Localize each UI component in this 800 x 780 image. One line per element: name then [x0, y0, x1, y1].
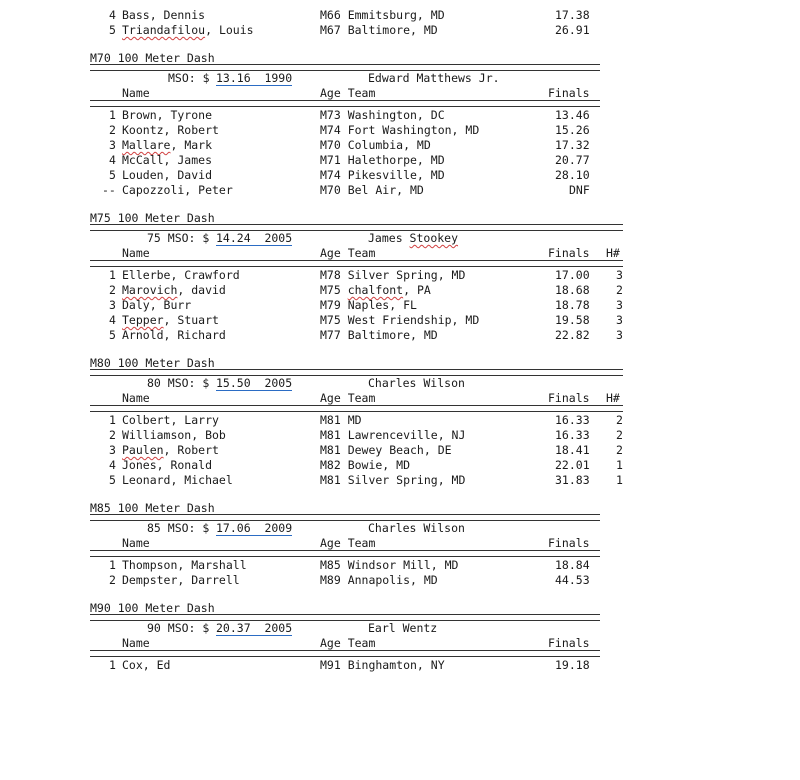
age-team-cell: M70 Bel Air, MD: [320, 183, 424, 197]
heat-number: 2: [616, 428, 623, 442]
heat-number: 2: [616, 283, 623, 297]
col-header-name: Name: [122, 636, 150, 650]
athlete-name: Bass, Dennis: [122, 8, 206, 22]
place-cell: 4: [109, 8, 116, 22]
place-cell: 4: [109, 458, 116, 472]
col-header-heat: H#: [606, 246, 620, 260]
place-cell: 1: [109, 658, 116, 672]
col-header-finals: Finals: [548, 86, 590, 100]
age-team-cell: M81 Lawrenceville, NJ: [320, 428, 466, 442]
finals-time: 17.32: [555, 138, 590, 152]
finals-time: 22.01: [555, 458, 590, 472]
age-team-cell: M73 Washington, DC: [320, 108, 445, 122]
age-team-cell: M79 Naples, FL: [320, 298, 417, 312]
place-cell: 4: [109, 313, 116, 327]
col-header-finals: Finals: [548, 536, 590, 550]
col-header-name: Name: [122, 246, 150, 260]
finals-time: 18.41: [555, 443, 590, 457]
col-header-name: Name: [122, 391, 150, 405]
mso-record-value: 13.16 1990: [216, 71, 293, 85]
record-holder: James Stookey: [368, 231, 459, 245]
age-team-cell: M78 Silver Spring, MD: [320, 268, 466, 282]
athlete-name: Ellerbe, Crawford: [122, 268, 240, 282]
age-team-cell: M74 Pikesville, MD: [320, 168, 445, 182]
separator-line: [90, 100, 600, 107]
heat-number: 3: [616, 328, 623, 342]
age-team-cell: M75 chalfont, PA: [320, 283, 431, 297]
athlete-name: Louden, David: [122, 168, 213, 182]
finals-time: 28.10: [555, 168, 590, 182]
heat-number: 2: [616, 413, 623, 427]
athlete-name: Thompson, Marshall: [122, 558, 247, 572]
finals-time: 19.58: [555, 313, 590, 327]
mso-prefix: 90 MSO: $: [147, 621, 217, 635]
athlete-name: Triandafilou, Louis: [122, 23, 254, 37]
finals-time: 17.00: [555, 268, 590, 282]
place-cell: 1: [109, 108, 116, 122]
col-header-heat: H#: [606, 391, 620, 405]
finals-time: 44.53: [555, 573, 590, 587]
col-header-age-team: Age Team: [320, 86, 376, 100]
mso-record-value: 17.06 2009: [216, 521, 293, 535]
age-team-cell: M81 Dewey Beach, DE: [320, 443, 452, 457]
record-holder: Charles Wilson: [368, 521, 465, 535]
athlete-name: McCall, James: [122, 153, 213, 167]
event-title: M75 100 Meter Dash: [90, 211, 215, 225]
separator-line: [90, 64, 600, 71]
separator-line: [90, 614, 600, 621]
age-team-cell: M67 Baltimore, MD: [320, 23, 438, 37]
athlete-name: Daly, Burr: [122, 298, 192, 312]
athlete-name: Brown, Tyrone: [122, 108, 213, 122]
age-team-cell: M75 West Friendship, MD: [320, 313, 480, 327]
age-team-cell: M81 Silver Spring, MD: [320, 473, 466, 487]
place-cell: 1: [109, 268, 116, 282]
place-cell: 1: [109, 558, 116, 572]
athlete-name: Jones, Ronald: [122, 458, 213, 472]
heat-number: 1: [616, 458, 623, 472]
finals-time: 26.91: [555, 23, 590, 37]
finals-time: 18.68: [555, 283, 590, 297]
age-team-cell: M77 Baltimore, MD: [320, 328, 438, 342]
finals-time: DNF: [569, 183, 590, 197]
heat-number: 3: [616, 313, 623, 327]
mso-prefix: 75 MSO: $: [147, 231, 217, 245]
athlete-name: Marovich, david: [122, 283, 226, 297]
col-header-finals: Finals: [548, 391, 590, 405]
separator-line: [90, 369, 623, 376]
place-cell: 2: [109, 573, 116, 587]
age-team-cell: M85 Windsor Mill, MD: [320, 558, 459, 572]
athlete-name: Leonard, Michael: [122, 473, 233, 487]
record-holder: Earl Wentz: [368, 621, 438, 635]
separator-line: [90, 405, 623, 412]
col-header-age-team: Age Team: [320, 536, 376, 550]
place-cell: 2: [109, 428, 116, 442]
col-header-age-team: Age Team: [320, 246, 376, 260]
athlete-name: Tepper, Stuart: [122, 313, 219, 327]
finals-time: 13.46: [555, 108, 590, 122]
place-cell: 2: [109, 123, 116, 137]
event-title: M70 100 Meter Dash: [90, 51, 215, 65]
finals-time: 16.33: [555, 428, 590, 442]
finals-time: 18.84: [555, 558, 590, 572]
col-header-age-team: Age Team: [320, 636, 376, 650]
age-team-cell: M74 Fort Washington, MD: [320, 123, 480, 137]
athlete-name: Arnold, Richard: [122, 328, 226, 342]
finals-time: 15.26: [555, 123, 590, 137]
finals-time: 16.33: [555, 413, 590, 427]
place-cell: 3: [109, 138, 116, 152]
mso-record-value: 14.24 2005: [216, 231, 293, 245]
col-header-name: Name: [122, 86, 150, 100]
athlete-name: Williamson, Bob: [122, 428, 226, 442]
athlete-name: Koontz, Robert: [122, 123, 219, 137]
heat-number: 3: [616, 298, 623, 312]
col-header-finals: Finals: [548, 636, 590, 650]
col-header-name: Name: [122, 536, 150, 550]
mso-record-value: 15.50 2005: [216, 376, 293, 390]
separator-line: [90, 650, 600, 657]
finals-time: 22.82: [555, 328, 590, 342]
event-title: M80 100 Meter Dash: [90, 356, 215, 370]
heat-number: 1: [616, 473, 623, 487]
age-team-cell: M82 Bowie, MD: [320, 458, 411, 472]
athlete-name: Dempster, Darrell: [122, 573, 240, 587]
age-team-cell: M71 Halethorpe, MD: [320, 153, 445, 167]
place-cell: 4: [109, 153, 116, 167]
record-holder: Charles Wilson: [368, 376, 465, 390]
event-title: M85 100 Meter Dash: [90, 501, 215, 515]
separator-line: [90, 550, 600, 557]
athlete-name: Capozzoli, Peter: [122, 183, 233, 197]
place-cell: 5: [109, 168, 116, 182]
finals-time: 18.78: [555, 298, 590, 312]
athlete-name: Colbert, Larry: [122, 413, 219, 427]
place-cell: 3: [109, 443, 116, 457]
finals-time: 19.18: [555, 658, 590, 672]
col-header-age-team: Age Team: [320, 391, 376, 405]
heat-number: 2: [616, 443, 623, 457]
finals-time: 17.38: [555, 8, 590, 22]
heat-number: 3: [616, 268, 623, 282]
finals-time: 31.83: [555, 473, 590, 487]
separator-line: [90, 224, 623, 231]
place-cell: 3: [109, 298, 116, 312]
place-cell: 2: [109, 283, 116, 297]
place-cell: 5: [109, 328, 116, 342]
separator-line: [90, 514, 600, 521]
athlete-name: Cox, Ed: [122, 658, 171, 672]
separator-line: [90, 260, 623, 267]
place-cell: --: [102, 183, 116, 197]
col-header-finals: Finals: [548, 246, 590, 260]
finals-time: 20.77: [555, 153, 590, 167]
athlete-name: Paulen, Robert: [122, 443, 219, 457]
age-team-cell: M89 Annapolis, MD: [320, 573, 438, 587]
mso-prefix: 80 MSO: $: [147, 376, 217, 390]
mso-record-value: 20.37 2005: [216, 621, 293, 635]
event-title: M90 100 Meter Dash: [90, 601, 215, 615]
mso-prefix: MSO: $: [168, 71, 217, 85]
age-team-cell: M81 MD: [320, 413, 362, 427]
athlete-name: Mallare, Mark: [122, 138, 213, 152]
place-cell: 5: [109, 23, 116, 37]
age-team-cell: M91 Binghamton, NY: [320, 658, 445, 672]
mso-prefix: 85 MSO: $: [147, 521, 217, 535]
age-team-cell: M66 Emmitsburg, MD: [320, 8, 445, 22]
record-holder: Edward Matthews Jr.: [368, 71, 500, 85]
age-team-cell: M70 Columbia, MD: [320, 138, 431, 152]
place-cell: 5: [109, 473, 116, 487]
place-cell: 1: [109, 413, 116, 427]
